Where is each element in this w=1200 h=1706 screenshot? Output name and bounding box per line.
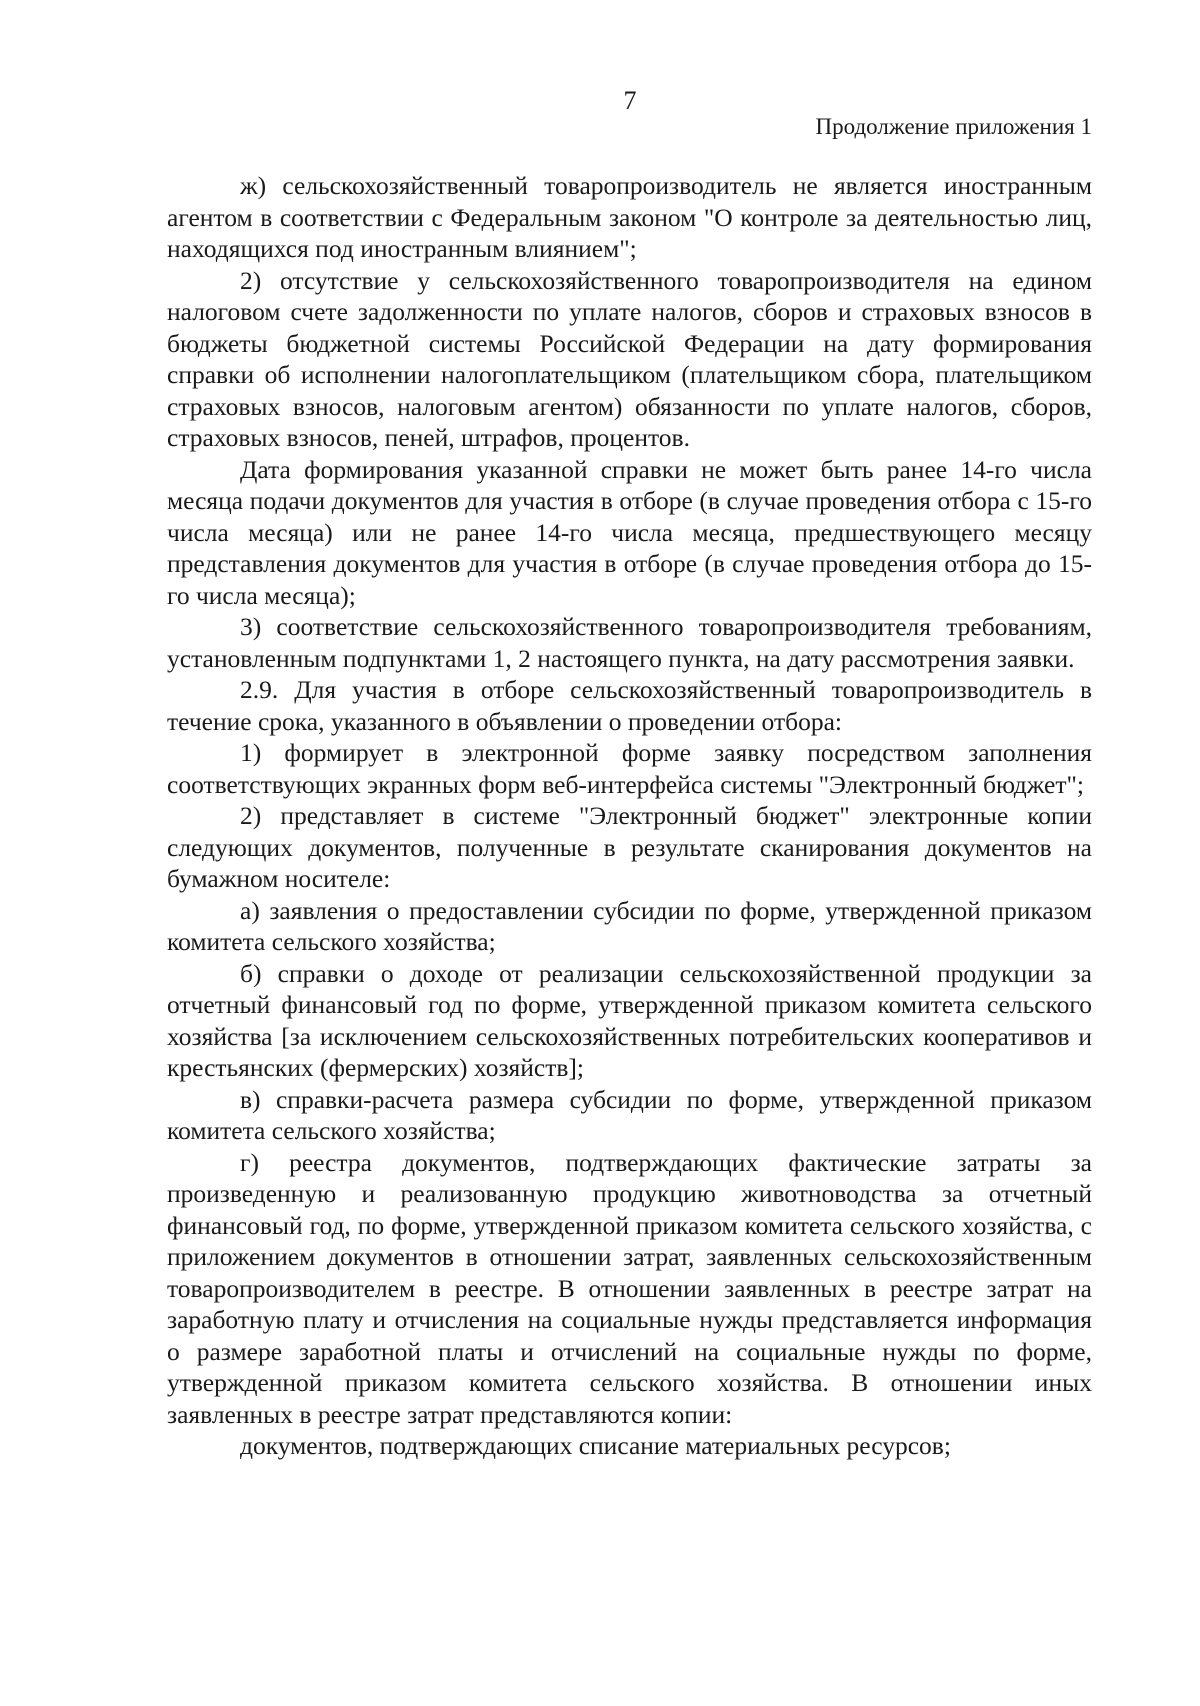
paragraph-documents: документов, подтверждающих списание материальных ресурсов; (240, 1431, 951, 1460)
paragraph-zh: ж) сельскохозяйственный товаропроизводитель не является иностранным агентом в соответствии с Федеральным законом "О контроле за деятельностью лиц, находящихся под иностранным влиянием"; (167, 171, 1092, 263)
paragraph-date-note: Дата формирования указанной справки не может быть ранее 14-го числа месяца подачи документов для участия в отборе (в случае проведения отбора с 15-го числа месяца) или не ранее 14-го числа месяца, предшествующего месяцу представления документов для участия в отборе (в случае проведения отбора до 15-го числа месяца); (167, 454, 1092, 610)
body-text (167, 170, 1092, 1462)
paragraph-item-3: 3) соответствие сельскохозяйственного товаропроизводителя требованиям, установленным подпунктами 1, 2 настоящего пункта, на дату рассмотрения заявки. (167, 612, 1092, 673)
paragraph-2-9-item-2: 2) представляет в системе "Электронный бюджет" электронные копии следующих документов, полученные в результате сканирования документов на бумажном носителе: (167, 801, 1092, 893)
paragraph-item-2: 2) отсутствие у сельскохозяйственного товаропроизводителя на едином налоговом счете задолженности по уплате налогов, сборов и страховых взносов в бюджеты бюджетной системы Российской Федерации на дату формирования справки об исполнении налогоплательщиком (плательщиком сбора, плательщиком страховых взносов, налоговым агентом) обязанности по уплате налогов, сборов, страховых взносов, пеней, штрафов, процентов. (167, 265, 1092, 452)
paragraph-2-9: 2.9. Для участия в отборе сельскохозяйственный товаропроизводитель в течение срока, указанного в объявлении о проведении отбора: (167, 675, 1092, 736)
paragraph-subitem-a: а) заявления о предоставлении субсидии по форме, утвержденной приказом комитета сельского хозяйства; (167, 895, 1092, 956)
paragraph-subitem-v: в) справки-расчета размера субсидии по форме, утвержденной приказом комитета сельского хозяйства; (167, 1084, 1092, 1145)
continuation-label: Продолжение приложения 1 (815, 114, 1092, 139)
paragraph-2-9-item-1: 1) формирует в электронной форме заявку посредством заполнения соответствующих экранных форм веб-интерфейса системы "Электронный бюджет"; (167, 738, 1092, 799)
page-number: 7 (623, 86, 637, 115)
paragraph-subitem-g: г) реестра документов, подтверждающих фактические затраты за произведенную и реализованную продукцию животноводства за отчетный финансовый год, по форме, утвержденной приказом комитета сельского хозяйства, с приложением документов в отношении затрат, заявленных сельскохозяйственным товаропроизводителем в реестре. В отношении заявленных в реестре затрат на заработную плату и отчисления на социальные нужды представляется информация о размере заработной платы и отчислений на социальные нужды по форме, утвержденной приказом комитета сельского хозяйства. В отношении иных заявленных в реестре затрат представляются копии: (167, 1147, 1092, 1429)
paragraph-subitem-b: б) справки о доходе от реализации сельскохозяйственной продукции за отчетный финансовый год по форме, утвержденной приказом комитета сельского хозяйства [за исключением сельскохозяйственных потребительских кооперативов и крестьянских (фермерских) хозяйств]; (167, 958, 1092, 1082)
